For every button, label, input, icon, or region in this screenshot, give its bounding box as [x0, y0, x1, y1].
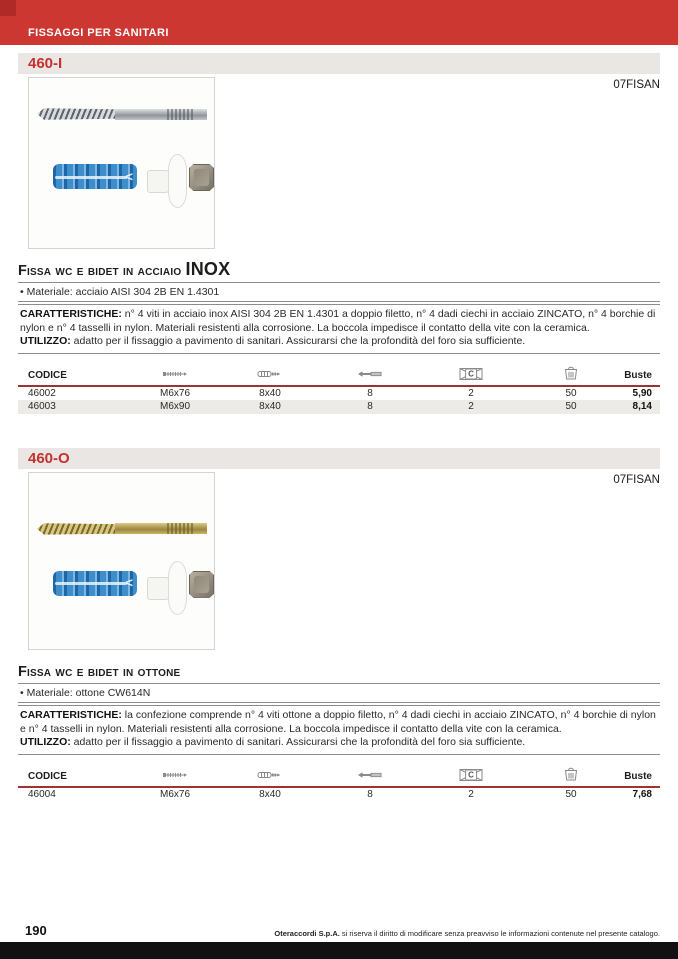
wall-plug-icon: [257, 770, 283, 780]
brass-screw-image: [37, 521, 207, 537]
characteristics-label: CARATTERISTICHE:: [20, 308, 122, 320]
family-code: 07FISAN: [613, 79, 660, 91]
table-row: [18, 787, 660, 801]
box-qty-cell: 50: [565, 788, 577, 800]
pack-letter: C: [465, 368, 477, 379]
box-qty-cell: 50: [565, 387, 577, 399]
section-gap: [18, 414, 660, 448]
footer-disclaimer: [274, 929, 660, 938]
usage-text: adatto per il fissaggio a pavimento di sanitari. Assicurarsi che la profondità del foro sia sufficiente.: [70, 335, 526, 348]
description-paragraph: [18, 304, 660, 354]
material-line: • Materiale: acciaio AISI 304 2B EN 1.4301: [18, 283, 660, 302]
cap-stem: [147, 170, 169, 193]
usage-label: UTILIZZO:: [20, 736, 71, 749]
product-title-highlight: INOX: [185, 259, 231, 279]
disclaimer-text: si riserva il diritto di modificare senza preavviso le informazioni contenute nel presente catalogo.: [339, 929, 660, 938]
price-cell: 5,90: [632, 387, 652, 399]
pack-letter: C: [465, 769, 477, 780]
plug-chevron: <: [125, 168, 133, 184]
screw-size-cell: M6x90: [130, 400, 220, 414]
section-heading-bar: [18, 448, 660, 469]
characteristics-label: CARATTERISTICHE:: [20, 708, 122, 721]
codice-cell: 46002: [28, 387, 56, 399]
plug-stripe: [55, 582, 127, 585]
screw-icon: [162, 369, 188, 379]
screw-column-header: [130, 366, 220, 386]
usage-text: adatto per il fissaggio a pavimento di sanitari. Assicurarsi che la profondità del foro sia sufficiente.: [70, 736, 526, 749]
plug-size-cell: 8x40: [259, 788, 281, 800]
page-content: [0, 53, 678, 801]
family-code: 07FISAN: [613, 473, 660, 486]
drill-size-cell: 8: [367, 387, 373, 399]
plug-column-header: [220, 767, 320, 787]
bag-icon: [563, 767, 579, 782]
codice-header: CODICE: [18, 767, 130, 787]
pack-c-icon: [459, 768, 483, 782]
screw-icon: [162, 770, 188, 780]
plug-size-cell: 8x40: [220, 400, 320, 414]
drill-column-header: [320, 767, 420, 787]
buste-header: Buste: [620, 366, 660, 386]
nut-image: [189, 164, 214, 191]
section-code: 460-O: [28, 449, 70, 467]
category-title: FISSAGGI PER SANITARI: [28, 27, 169, 39]
pack-qty-cell: 2: [468, 387, 474, 399]
product-photo: [28, 472, 215, 650]
screw-column-header: [130, 767, 220, 787]
pack-column-header: [420, 767, 522, 787]
description-paragraph: [18, 705, 660, 755]
screw-size-cell: M6x76: [159, 788, 190, 800]
pack-column-header: [420, 366, 522, 386]
pack-qty-cell: 2: [468, 788, 474, 800]
codice-header: CODICE: [18, 366, 130, 386]
inox-screw-image: [37, 106, 207, 122]
material-line: • Materiale: ottone CW614N: [18, 684, 660, 703]
section-460-O: [18, 448, 660, 801]
table-header-row: [18, 366, 660, 386]
cap-stem: [147, 577, 169, 600]
company-name: Oteraccordi S.p.A.: [274, 929, 340, 938]
price-cell: 7,68: [632, 788, 652, 800]
box-qty-cell: 50: [522, 400, 620, 414]
screw-thread: [37, 107, 115, 122]
cap-head: [168, 561, 187, 615]
pack-c-icon: [459, 367, 483, 381]
nylon-cap-image: [147, 154, 187, 208]
wall-plug-image: [53, 571, 137, 596]
bag-column-header: [522, 767, 620, 787]
section-heading-bar: [18, 53, 660, 74]
usage-label: UTILIZZO:: [20, 335, 71, 348]
buste-header: Buste: [620, 767, 660, 787]
screw-shank: [115, 109, 207, 120]
bag-column-header: [522, 366, 620, 386]
codice-cell: 46004: [28, 788, 56, 800]
product-table: [18, 366, 660, 414]
drill-column-header: [320, 366, 420, 386]
plug-stripe: [55, 176, 127, 179]
characteristics-text: n° 4 viti in acciaio inox AISI 304 2B EN 1.4301 a doppio filetto, n° 4 dadi ciechi in acciaio ZINCATO, n° 4 borchie di nylon e n° 4 tasselli in nylon. Materiali resistenti alla corrosione. La boccola impedisce il contatto della vite con la ceramica.: [20, 308, 656, 334]
section-460-I: [18, 53, 660, 414]
table-header-row: [18, 767, 660, 787]
wall-plug-image: [53, 164, 137, 189]
drill-size-cell: 8: [367, 788, 373, 800]
screw-shank: [115, 523, 207, 534]
page-footer: [0, 918, 678, 942]
bag-icon: [563, 366, 579, 381]
footer-black-bar: [0, 942, 678, 959]
category-banner: [0, 0, 678, 45]
product-table: [18, 767, 660, 801]
nylon-cap-image: [147, 561, 187, 615]
wall-plug-icon: [257, 369, 283, 379]
nut-image: [189, 571, 214, 598]
plug-chevron: <: [125, 575, 133, 591]
drill-bit-icon: [357, 770, 383, 780]
product-title: [18, 660, 660, 684]
screw-size-cell: M6x76: [159, 387, 190, 399]
section-code: 460-I: [28, 55, 63, 72]
table-row: [18, 400, 660, 414]
price-cell: 8,14: [620, 400, 660, 414]
banner-corner-square: [0, 0, 16, 16]
product-photo: [28, 77, 215, 249]
photo-row: [18, 77, 660, 249]
codice-cell: 46003: [18, 400, 130, 414]
table-row: [18, 386, 660, 400]
characteristics-text: la confezione comprende n° 4 viti ottone a doppio filetto, n° 4 dadi ciechi in acciaio ZINCATO, n° 4 borchie di nylon e n° 4 tasselli in nylon. Materiali resistenti alla corrosione. La boccola impedisce il contatto della vite con la ceramica.: [20, 708, 656, 735]
plug-column-header: [220, 366, 320, 386]
product-title: [18, 259, 660, 283]
product-title-text: Fissa wc e bidet in acciaio: [18, 263, 186, 279]
screw-thread: [37, 521, 115, 536]
drill-bit-icon: [357, 369, 383, 379]
page-number: 190: [25, 923, 47, 938]
pack-qty-cell: 2: [420, 400, 522, 414]
plug-size-cell: 8x40: [259, 387, 281, 399]
cap-head: [168, 154, 187, 208]
drill-size-cell: 8: [320, 400, 420, 414]
product-title-text: Fissa wc e bidet in ottone: [18, 663, 181, 680]
photo-row: [18, 472, 660, 650]
